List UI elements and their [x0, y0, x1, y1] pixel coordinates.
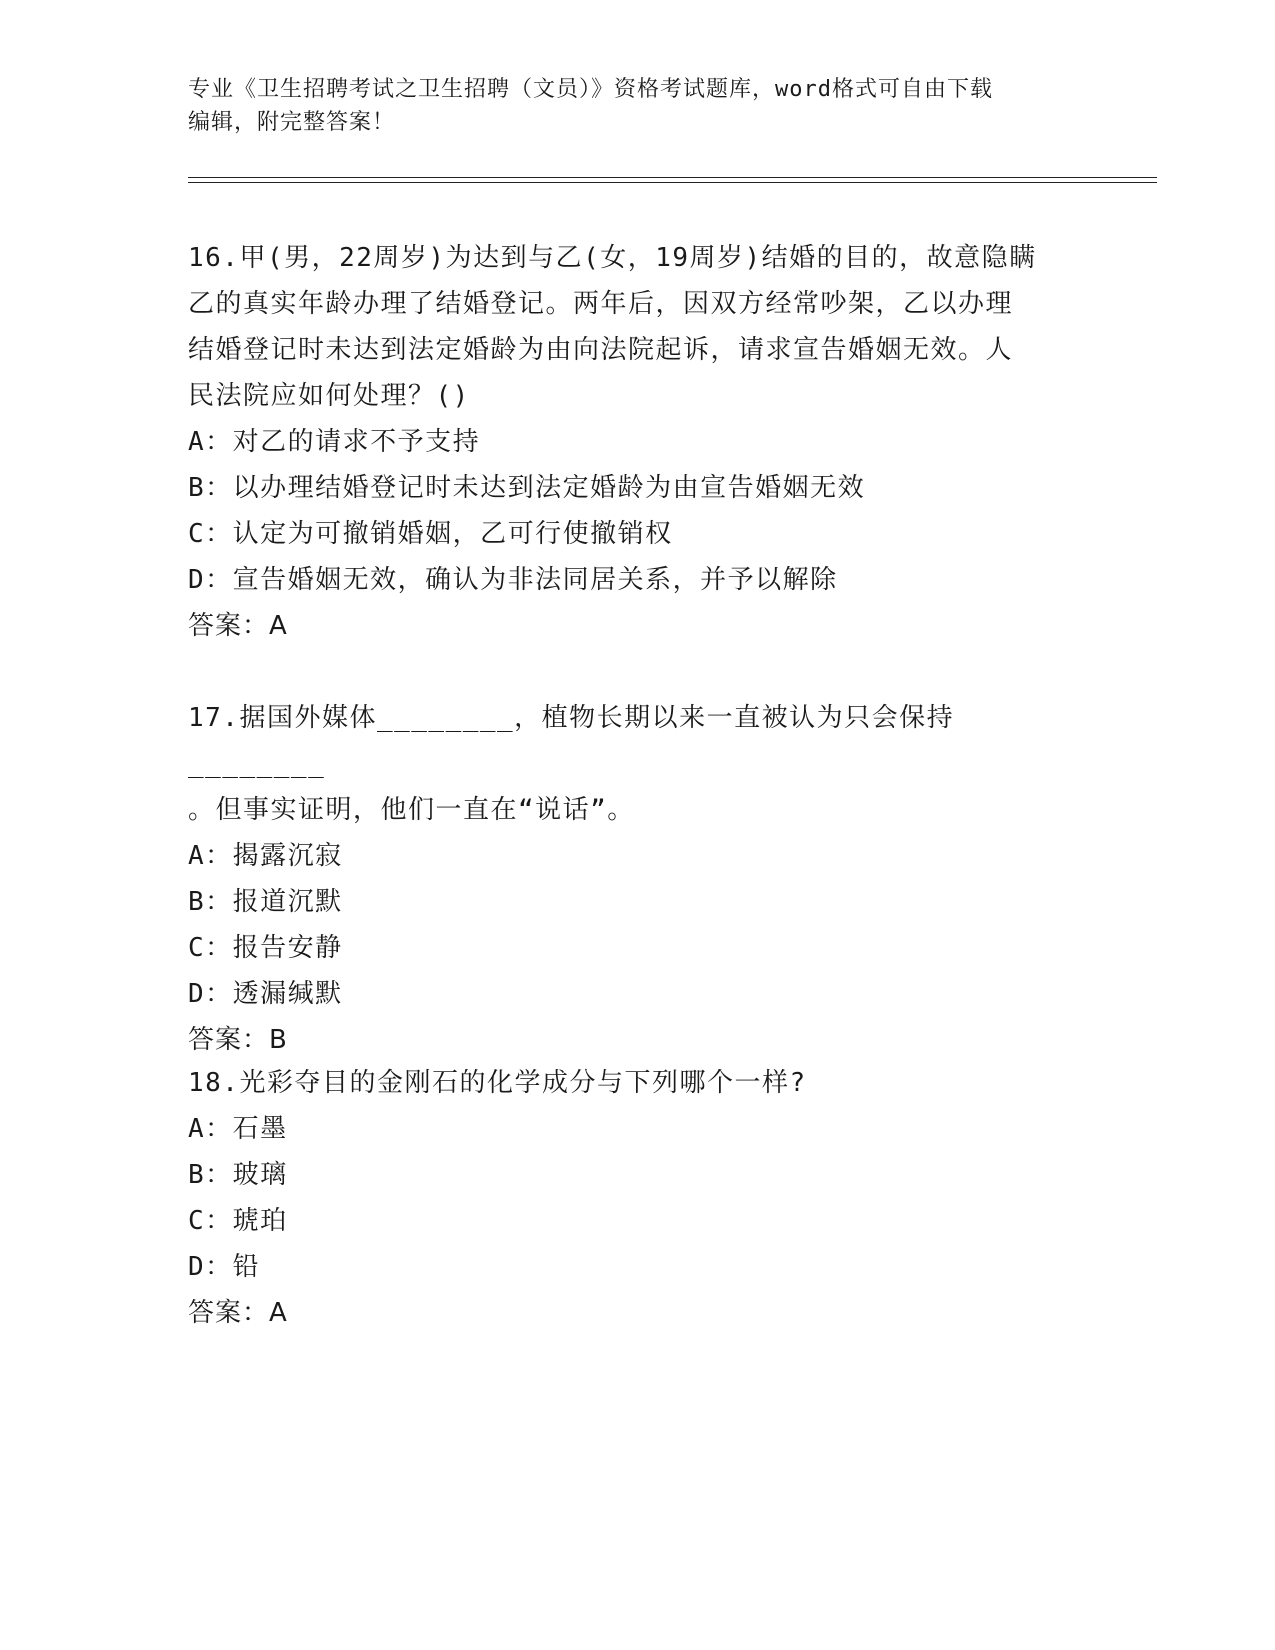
question-18	[188, 1060, 1088, 1336]
header-divider-bottom	[188, 182, 1157, 183]
question-16	[188, 235, 1088, 649]
header-line-2: 编辑，附完整答案！	[188, 110, 396, 135]
option-d: D：透漏缄默	[188, 979, 343, 1009]
option-a: A：对乙的请求不予支持	[188, 427, 481, 457]
option-c: C：报告安静	[188, 933, 343, 963]
option-d: D：铅	[188, 1252, 261, 1282]
option-d: D：宣告婚姻无效，确认为非法同居关系，并予以解除	[188, 565, 838, 595]
question-17	[188, 695, 1088, 1063]
question-stem-line: 17.据国外媒体________，植物长期以来一直被认为只会保持________	[188, 703, 955, 779]
header-line-1: 专业《卫生招聘考试之卫生招聘（文员）》资格考试题库，word格式可自由下载	[188, 77, 993, 102]
document-header	[188, 73, 1088, 139]
answer-line: 答案：A	[188, 611, 288, 641]
option-b: B：玻璃	[188, 1160, 288, 1190]
option-c: C：认定为可撤销婚姻，乙可行使撤销权	[188, 519, 673, 549]
answer-line: 答案：A	[188, 1298, 288, 1328]
question-stem-line: 结婚登记时未达到法定婚龄为由向法院起诉，请求宣告婚姻无效。人	[188, 335, 1014, 365]
option-b: B：以办理结婚登记时未达到法定婚龄为由宣告婚姻无效	[188, 473, 866, 503]
header-divider-top	[188, 177, 1157, 178]
option-c: C：琥珀	[188, 1206, 288, 1236]
option-a: A：揭露沉寂	[188, 841, 343, 871]
option-a: A：石墨	[188, 1114, 288, 1144]
question-stem-line: 16.甲(男，22周岁)为达到与乙(女，19周岁)结婚的目的，故意隐瞒	[188, 243, 1037, 273]
answer-line: 答案：B	[188, 1025, 288, 1055]
question-stem-line: 民法院应如何处理？()	[188, 381, 470, 411]
question-stem-line: 乙的真实年龄办理了结婚登记。两年后，因双方经常吵架，乙以办理	[188, 289, 1014, 319]
option-b: B：报道沉默	[188, 887, 343, 917]
question-stem-line: 18.光彩夺目的金刚石的化学成分与下列哪个一样?	[188, 1068, 807, 1098]
question-stem-line: 。但事实证明，他们一直在“说话”。	[188, 795, 635, 825]
